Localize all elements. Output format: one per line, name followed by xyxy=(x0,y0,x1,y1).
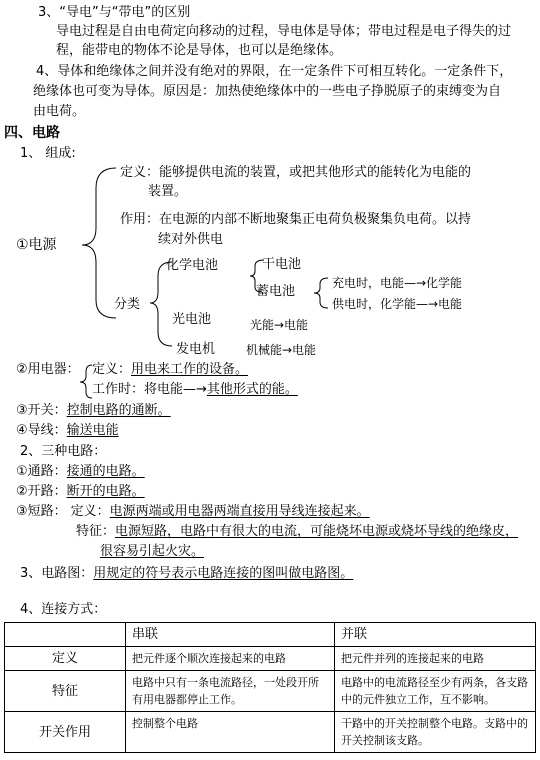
table-cell: 把元件逐个顺次连接起来的电路 xyxy=(126,647,335,671)
table-row xyxy=(5,647,536,671)
sec4-line2: 绝缘体也可变为导体。原因是：加热使绝缘体中的一些电子挣脱原子的束缚变为自 xyxy=(33,84,502,99)
power-source-label: ①电源 xyxy=(16,237,57,253)
short-circuit: ③短路： 定义：电源两端或用电器两端直接用导线连接起来。 xyxy=(16,504,370,519)
source-def-line1: 定义：能够提供电流的装置，或把其他形式的能转化为电能的 xyxy=(120,165,472,180)
sec4-line3: 由电荷。 xyxy=(33,104,86,119)
charging-conversion: 充电时，电能—→化学能 xyxy=(332,276,463,290)
appliance-brace xyxy=(80,365,92,398)
open-circuit: ②开路：断开的电路。 xyxy=(16,484,145,499)
table-row xyxy=(5,712,536,753)
section-heading: 四、电路 xyxy=(4,125,60,141)
table-header-cell xyxy=(5,623,126,647)
sec3-line2: 程，能带电的物体不论是导体，也可以是绝缘体。 xyxy=(56,43,343,58)
generator-conversion: 机械能→电能 xyxy=(246,343,317,357)
source-main-brace xyxy=(82,168,116,318)
table-cell: 电路中只有一条电流路径，一处段开所有用电器都停止工作。 xyxy=(126,671,335,712)
table-header-row xyxy=(5,623,536,647)
table-header-series: 串联 xyxy=(126,623,335,647)
appliance-work: 工作时：将电能—→其他形式的能。 xyxy=(92,382,298,397)
connection-table xyxy=(4,622,536,753)
photo-cell: 光电池 xyxy=(172,312,212,327)
classify-label: 分类 xyxy=(114,297,141,312)
table-header-parallel: 并联 xyxy=(335,623,536,647)
storage-brace xyxy=(314,278,328,308)
row-label: 开关作用 xyxy=(5,712,126,753)
appliance-def: 定义：用电来工作的设备。 xyxy=(92,362,249,377)
wire-line: ④导线：输送电能 xyxy=(16,423,119,438)
sec3-line1: 导电过程是自由电荷定向移动的过程，导电体是导体；带电过程是电子得失的过 xyxy=(56,24,512,39)
generator: 发电机 xyxy=(176,342,216,357)
closed-circuit: ①通路：接通的电路。 xyxy=(16,464,145,479)
table-cell: 干路中的开关控制整个电路。支路中的开关控制该支路。 xyxy=(335,712,536,753)
source-func-line2: 续对外供电 xyxy=(158,232,224,247)
source-func-line1: 作用：在电源的内部不断地聚集正电荷负极聚集负电荷。以持 xyxy=(120,212,472,227)
source-def-line2: 装置。 xyxy=(148,184,188,199)
photo-conversion: 光能→电能 xyxy=(250,318,309,332)
composition-title: 1、 组成: xyxy=(20,146,76,161)
table-cell: 控制整个电路 xyxy=(126,712,335,753)
short-feature-line2: 很容易引起火灾。 xyxy=(100,544,205,559)
switch-line: ③开关：控制电路的通断。 xyxy=(16,403,171,418)
chem-battery: 化学电池 xyxy=(166,258,219,273)
table-cell: 电路中的电流路径至少有两条，各支路中的元件独立工作，互不影响。 xyxy=(335,671,536,712)
short-feature-line1: 特征：电源短路，电路中有很大的电流，可能烧坏电源或烧坏导线的绝缘皮， xyxy=(76,524,519,539)
dry-cell: 干电池 xyxy=(262,257,302,272)
storage-battery: 蓄电池 xyxy=(256,284,296,299)
states-title: 2、三种电路： xyxy=(20,444,107,459)
circuit-diagram-line: 3、电路图：用规定的符号表示电路连接的图叫做电路图。 xyxy=(20,566,354,581)
table-cell: 把元件并列的连接起来的电路 xyxy=(335,647,536,671)
appliance-label: ②用电器： xyxy=(16,362,80,377)
supplying-conversion: 供电时，化学能—→电能 xyxy=(332,297,463,311)
sec3-title: 3、“导电”与“带电”的区别 xyxy=(38,5,191,20)
row-label: 特征 xyxy=(5,671,126,712)
sec4-line1: 4、导体和绝缘体之间并没有绝对的界限，在一定条件下可相互转化。一定条件下， xyxy=(36,64,513,79)
row-label: 定义 xyxy=(5,647,126,671)
connection-title: 4、连接方式： xyxy=(20,602,107,617)
table-row xyxy=(5,671,536,712)
